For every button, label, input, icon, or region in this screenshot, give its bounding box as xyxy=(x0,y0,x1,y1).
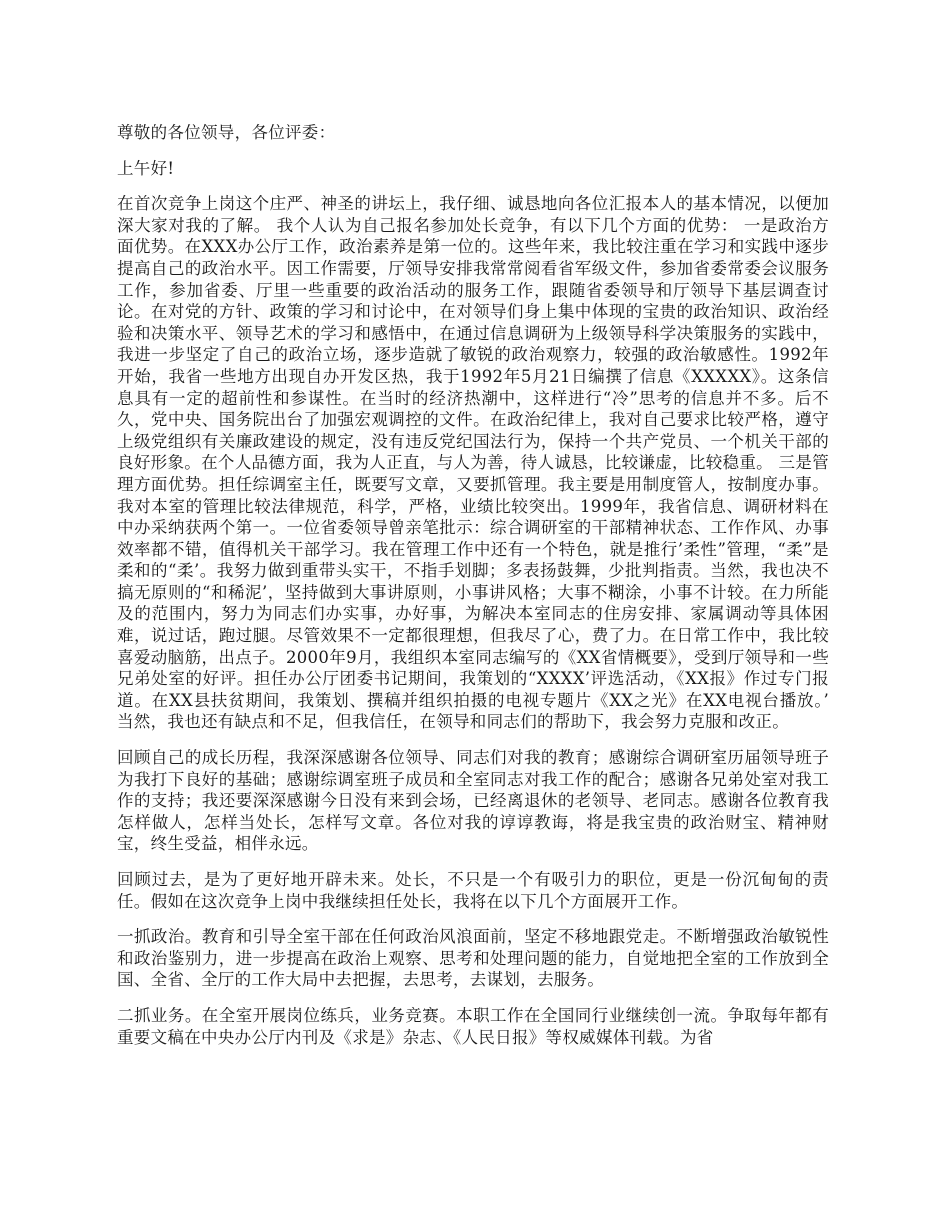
paragraph-advantages: 在首次竞争上岗这个庄严、神圣的讲坛上，我仔细、诚恳地向各位汇报本人的基本情况，以便加深大家对我的了解。 我个人认为自己报名参加处长竞争，有以下几个方面的优势： 一是政治方面优势。在XXX办公厅工作，政治素养是第一位的。这些年来，我比较注重在学习和实践中逐步提高自己的政治水平。因工作需要，厅领导安排我常常阅看省军级文件，参加省委常委会议服务工作，参加省委、厅里一些重要的政治活动的服务工作，跟随省委领导和厅领导下基层调查讨论。在对党的方针、政策的学习和讨论中，在对领导们身上集中体现的宝贵的政治知识、政治经验和决策水平、领导艺术的学习和感悟中，在通过信息调研为上级领导科学决策服务的实践中，我进一步坚定了自己的政治立场，逐步造就了敏锐的政治观察力，较强的政治敏感性。1992年开始，我省一些地方出现自办开发区热，我于1992年5月21日编撰了信息《XXXXX》。这条信息具有一定的超前性和参谋性。在当时的经济热潮中，这样进行“冷”思考的信息并不多。后不久，党中央、国务院出台了加强宏观调控的文件。在政治纪律上，我对自己要求比较严格，遵守上级党组织有关廉政建设的规定，没有违反党纪国法行为，保持一个共产党员、一个机关干部的良好形象。在个人品德方面，我为人正直，与人为善，待人诚恳，比较谦虚，比较稳重。 三是管理方面优势。担任综调室主任，既要写文章，又要抓管理。我主要是用制度管人，按制度办事。我对本室的管理比较法律规范，科学，严格，业绩比较突出。1999年，我省信息、调研材料在中办采纳获两个第一。一位省委领导曾亲笔批示：综合调研室的干部精神状态、工作作风、办事效率都不错，值得机关干部学习。我在管理工作中还有一个特色，就是推行’柔性”管理，“柔”是柔和的“柔’。我努力做到重带头实干，不指手划脚；多表扬鼓舞，少批判指责。当然，我也决不搞无原则的“和稀泥’，坚持做到大事讲原则，小事讲风格；大事不糊涂，小事不计较。在力所能及的范围内，努力为同志们办实事，办好事，为解决本室同志的住房安排、家属调动等具体困难，说过话，跑过腿。尽管效果不一定都很理想，但我尽了心，费了力。在日常工作中，我比较喜爱动脑筋，出点子。2000年9月，我组织本室同志编写的《XX省情概要》，受到厅领导和一些兄弟处室的好评。担任办公厅团委书记期间，我策划的“XXXX’评选活动，《XX报》作过专门报道。在XX县扶贫期间，我策划、撰稿并组织拍摄的电视专题片《XX之光》在XX电视台播放。’ 当然，我也还有缺点和不足，但我信任，在领导和同志们的帮助下，我会努力克服和改正。 xyxy=(117,194,829,732)
paragraph-business: 二抓业务。在全室开展岗位练兵，业务竞赛。本职工作在全国同行业继续创一流。争取每年都有重要文稿在中央办公厅内刊及《求是》杂志、《人民日报》等权威媒体刊载。为省 xyxy=(117,1005,829,1047)
speech-document xyxy=(117,122,829,1062)
paragraph-outlook: 回顾过去，是为了更好地开辟未来。处长，不只是一个有吸引力的职位，更是一份沉甸甸的责任。假如在这次竞争上岗中我继续担任处长，我将在以下几个方面展开工作。 xyxy=(117,870,829,911)
greeting: 上午好! xyxy=(117,158,175,178)
paragraph-gratitude: 回顾自己的成长历程，我深深感谢各位领导、同志们对我的教育；感谢综合调研室历届领导班子为我打下良好的基础；感谢综调室班子成员和全室同志对我工作的配合；感谢各兄弟处室对我工作的支持；我还要深深感谢今日没有来到会场，已经离退休的老领导、老同志。感谢各位教育我怎样做人，怎样当处长，怎样写文章。各位对我的谆谆教诲，将是我宝贵的政治财宝、精神财宝，终生受益，相伴永远。 xyxy=(117,748,829,854)
salutation: 尊敬的各位领导，各位评委： xyxy=(117,123,336,142)
paragraph-politics: 一抓政治。教育和引导全室干部在任何政治风浪面前，坚定不移地跟党走。不断增强政治敏锐性和政治鉴别力，进一步提高在政治上观察、思考和处理问题的能力，自觉地把全室的工作放到全国、全省、全厅的工作大局中去把握，去思考，去谋划，去服务。 xyxy=(117,927,829,990)
